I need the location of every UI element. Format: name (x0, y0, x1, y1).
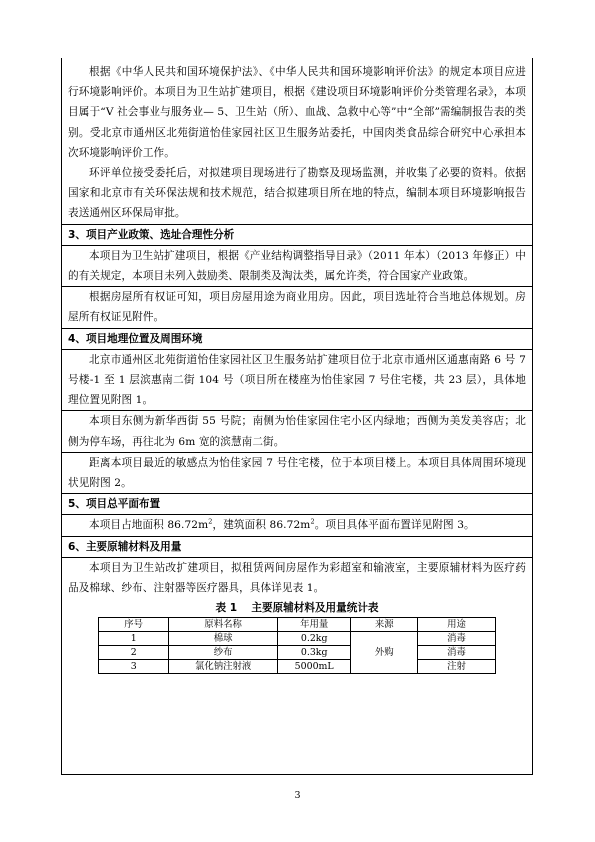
heading-industry-policy: 3、项目产业政策、选址合理性分析 (68, 228, 235, 241)
column-header: 来源 (351, 618, 418, 632)
table-cell: 5000mL (277, 660, 351, 674)
table-cell: 3 (99, 660, 169, 674)
heading-location: 4、项目地理位置及周围环境 (68, 332, 203, 345)
column-header: 用途 (417, 618, 495, 632)
column-header: 年用量 (277, 618, 351, 632)
content-frame (61, 58, 533, 775)
paragraph-industry-policy: 本项目为卫生站扩建项目，根据《产业结构调整指导目录》（2011 年本）（2013 年修正）中的有关规定，本项目未列入鼓励类、限制类及淘汰类，属允许类，符合国家产业政策。 (68, 249, 526, 283)
table-cell-source: 外购 (351, 632, 418, 674)
column-header: 序号 (99, 618, 169, 632)
table-row (99, 646, 496, 660)
materials-table (98, 617, 496, 674)
paragraph-sensitive-point: 距离本项目最近的敏感点为怡佳家园 7 号住宅楼，位于本项目楼上。本项目具体周围环境现状见附图 2。 (68, 456, 526, 490)
table-cell: 氯化钠注射液 (169, 660, 278, 674)
paragraph-surroundings: 本项目东侧为新华西街 55 号院；南侧为怡佳家园住宅小区内绿地；西侧为美发美容店；北侧为停车场，再往北为 6m 宽的滨慧南二街。 (68, 415, 526, 448)
table-cell: 0.3kg (277, 646, 351, 660)
paragraph-site-rationality: 根据房屋所有权证可知，项目房屋用途为商业用房。因此，项目选址符合当地总体规划。房屋所有权证见附件。 (68, 291, 526, 324)
heading-materials: 6、主要原辅材料及用量 (68, 540, 182, 553)
table-cell: 1 (99, 632, 169, 646)
paragraph-materials: 本项目为卫生站改扩建项目，拟租赁两间房屋作为彩超室和输液室，主要原辅材料为医疗药品及棉球、纱布、注射器等医疗器具，具体详见表 1。 (68, 561, 526, 595)
table-cell: 消毒 (417, 646, 495, 660)
column-header: 原料名称 (169, 618, 278, 632)
table-cell: 棉球 (169, 632, 278, 646)
table-cell: 注射 (417, 660, 495, 674)
paragraph-area: 本项目占地面积 $86.72m^2$，建筑面积 $86.72m^2$。项目具体平面布置详见附图 3。 (89, 517, 475, 532)
table-row (99, 660, 496, 674)
table-row (99, 632, 496, 646)
paragraph-location: 北京市通州区北苑街道怡佳家园社区卫生服务站扩建项目位于北京市通州区通惠南路 6 号 7 号楼-1 至 1 层滨惠南二街 104 号（项目所在楼座为怡佳家园 7 号住宅楼，共 23 层），具体地理位置见附图 1。 (68, 353, 526, 407)
paragraph-eia-basis: 根据《中华人民共和国环境保护法》、《中华人民共和国环境影响评价法》的规定本项目应进行环境影响评价。本项目为卫生站扩建项目，根据《建设项目环境影响评价分类管理名录》，本项目属于“Ⅴ 社会事业与服务业— 5、卫生站（所）、血战、急救中心等”中“全部”需编制报告表的类别。受北京市通州区北苑街道怡佳家园社区卫生服务站委托，中国肉类食品综合研究中心承担本次环境影响评价工作。 (68, 66, 526, 159)
paragraph-eia-procedure: 环评单位接受委托后，对拟建项目现场进行了勘察及现场监测，并收集了必要的资料。依据国家和北京市有关环保法规和技术规范，结合拟建项目所在地的特点，编制本项目环境影响报告表送通州区环保局审批。 (68, 167, 526, 220)
table-cell: 2 (99, 646, 169, 660)
table-cell: 消毒 (417, 632, 495, 646)
heading-layout: 5、项目总平面布置 (68, 498, 161, 511)
table-header-row (99, 618, 496, 632)
page-number: 3 (294, 790, 301, 801)
table-cell: 0.2kg (277, 632, 351, 646)
table-cell: 纱布 (169, 646, 278, 660)
table-caption: 表 1 主要原辅材料及用量统计表 (215, 602, 379, 615)
